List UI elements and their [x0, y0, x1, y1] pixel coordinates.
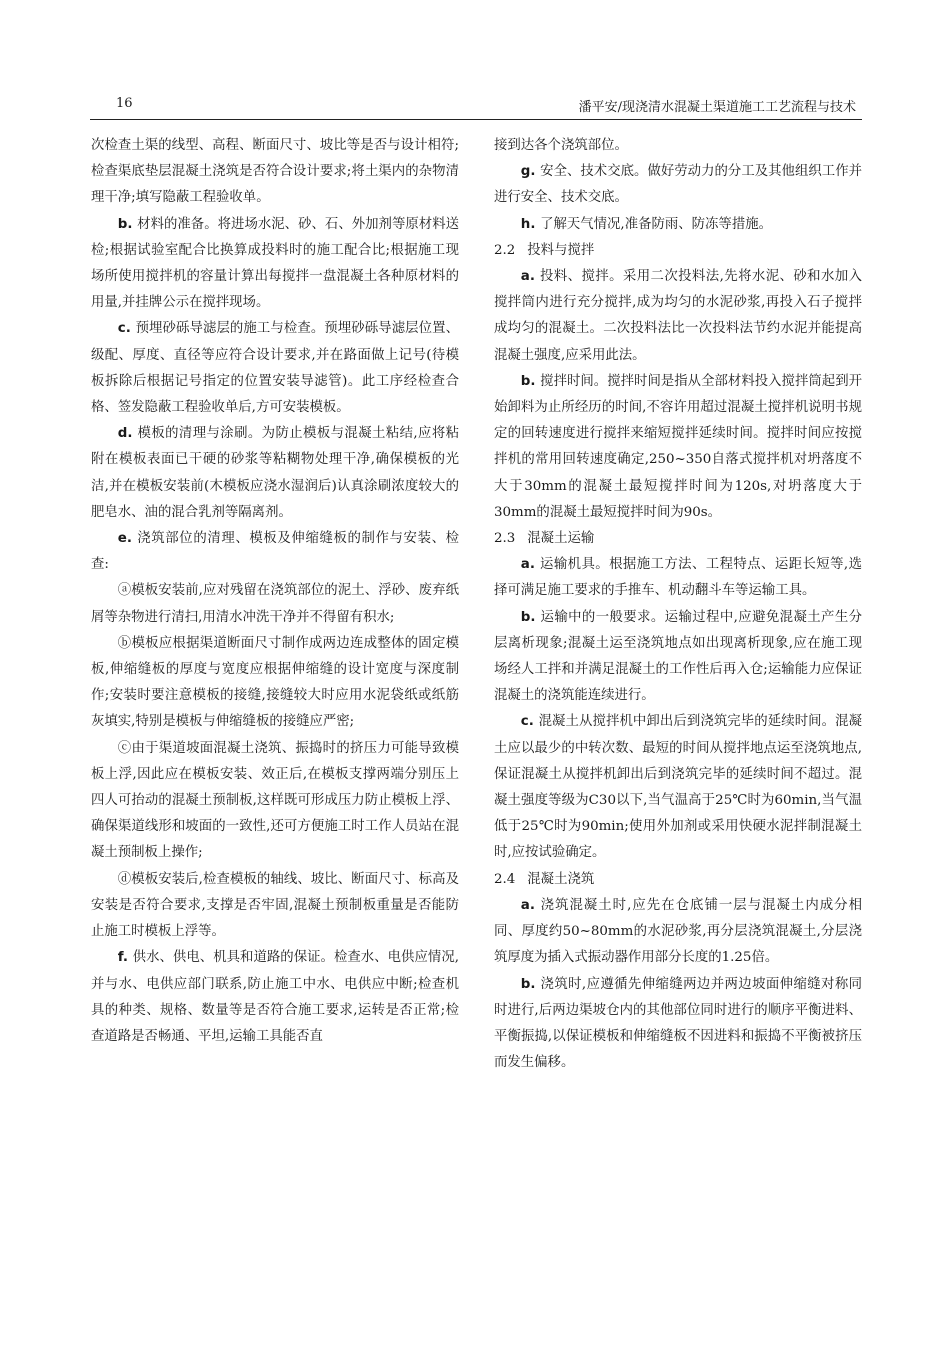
item-label: a. — [520, 557, 541, 573]
item-label: b. — [520, 976, 541, 992]
section-number: 2.4 — [494, 871, 516, 887]
paragraph — [91, 867, 459, 946]
item-label: c. — [520, 714, 539, 730]
section-heading — [494, 526, 862, 552]
paragraph-text: ⓐ模板安装前,应对残留在浇筑部位的泥土、浮砂、废弃纸屑等杂物进行清扫,用清水冲洗干净并不得留有积水; — [91, 583, 459, 625]
paragraph — [494, 264, 862, 369]
item-label: a. — [520, 897, 541, 913]
paragraph — [91, 736, 459, 867]
paragraph — [91, 212, 459, 317]
paragraph-text: 投料、搅拌。采用二次投料法,先将水泥、砂和水加入搅拌筒内进行充分搅拌,成为均匀的水泥砂浆,再投入石子搅拌成均匀的混凝土。二次投料法比一次投料法节约水泥并能提高混凝土强度,应采用此法。 — [494, 269, 862, 363]
paragraph — [494, 972, 862, 1077]
paragraph-text: 浇筑混凝土时,应先在仓底铺一层与混凝土内成分相同、厚度约50~80mm的水泥砂浆,再分层浇筑混凝土,分层浇筑厚度为插入式振动器作用部分长度的1.25倍。 — [494, 897, 862, 966]
paragraph-text: 浇筑部位的清理、模板及伸缩缝板的制作与安装、检查: — [91, 531, 459, 573]
paragraph — [91, 133, 459, 212]
paragraph-text: 预埋砂砾导滤层的施工与检查。预埋砂砾导滤层位置、级配、厚度、直径等应符合设计要求,并在路面做上记号(待模板拆除后根据记号指定的位置安装导滤管)。此工序经检查合格、签发隐蔽工程验收单后,方可安装模板。 — [91, 321, 460, 416]
section-title: 混凝土浇筑 — [527, 871, 595, 887]
paragraph — [91, 526, 459, 578]
paragraph-text: 搅拌时间。搅拌时间是指从全部材料投入搅拌筒起到开始卸料为止所经历的时间,不容许用超过混凝土搅拌机说明书规定的回转速度进行搅拌来缩短搅拌延续时间。搅拌时间应按搅拌机的常用回转速度确定,250~350自落式搅拌机对坍落度不大于30mm的混凝土最短搅拌时间为120s,对坍落度大于30mm的混凝土最短搅拌时间为90s。 — [494, 373, 862, 520]
item-label: b. — [117, 216, 138, 232]
section-heading — [494, 867, 862, 893]
paragraph-text: 安全、技术交底。做好劳动力的分工及其他组织工作并进行安全、技术交底。 — [494, 164, 862, 206]
paragraph — [91, 316, 459, 421]
header-rule — [90, 119, 862, 120]
item-label: h. — [520, 216, 541, 232]
paragraph-text: 供水、供电、机具和道路的保证。检查水、电供应情况,并与水、电供应部门联系,防止施工中水、电供应中断;检查机具的种类、规格、数量等是否符合施工要求,运转是否正常;检查道路是否畅通、平坦,运输工具能否直 — [91, 950, 459, 1044]
paragraph — [91, 421, 459, 526]
paragraph-text: 浇筑时,应遵循先伸缩缝两边并两边坡面伸缩缝对称同时进行,后两边渠坡仓内的其他部位同时进行的顺序平衡进料、平衡振捣,以保证模板和伸缩缝板不因进料和振捣不平衡被挤压而发生偏移。 — [494, 976, 862, 1071]
item-label: f. — [117, 950, 133, 966]
paragraph — [494, 709, 862, 866]
paragraph — [494, 893, 862, 972]
paragraph — [494, 369, 862, 526]
paragraph — [91, 631, 459, 736]
section-number: 2.2 — [494, 242, 516, 258]
paragraph — [494, 212, 862, 238]
paragraph — [494, 605, 862, 710]
paragraph-text: ⓑ模板应根据渠道断面尺寸制作成两边连成整体的固定模板,伸缩缝板的厚度与宽度应根据伸缩缝的设计宽度与深度制作;安装时要注意模板的接缝,接缝较大时应用水泥袋纸或纸筋灰填实,特别是模板与伸缩缝板的接缝应严密; — [91, 635, 459, 730]
paragraph-text: 模板的清理与涂刷。为防止模板与混凝土粘结,应将粘附在模板表面已干硬的砂浆等粘糊物处理干净,确保模板的光洁,并在模板安装前(木模板应浇水湿润后)认真涂刷浓度较大的肥皂水、油的混合乳剂等隔离剂。 — [91, 426, 459, 520]
item-label: e. — [117, 531, 138, 547]
item-label: a. — [520, 269, 541, 285]
paragraph — [494, 133, 862, 159]
paragraph — [91, 578, 459, 630]
paragraph-text: ⓒ由于渠道坡面混凝土浇筑、振捣时的挤压力可能导致模板上浮,因此应在模板安装、效正后,在模板支撑两端分别压上四人可抬动的混凝土预制板,这样既可形成压力防止模板上浮、确保渠道线形和坡面的一致性,还可方便施工时工作人员站在混凝土预制板上操作; — [91, 740, 459, 861]
paragraph-text: 运输机具。根据施工方法、工程特点、运距长短等,选择可满足施工要求的手推车、机动翻斗车等运输工具。 — [494, 557, 862, 599]
section-heading — [494, 238, 862, 264]
section-title: 混凝土运输 — [527, 531, 595, 547]
section-number: 2.3 — [494, 531, 516, 547]
left-column — [91, 133, 459, 1050]
item-label: g. — [520, 164, 541, 180]
right-column — [494, 133, 862, 1076]
page-number: 16 — [116, 96, 133, 111]
paragraph-text: ⓓ模板安装后,检查模板的轴线、坡比、断面尺寸、标高及安装是否符合要求,支撑是否牢固,混凝土预制板重量是否能防止施工时模板上浮等。 — [91, 871, 459, 940]
item-label: d. — [117, 426, 138, 442]
paragraph — [494, 552, 862, 604]
paragraph — [91, 945, 459, 1050]
paragraph-text: 了解天气情况,准备防雨、防冻等措施。 — [540, 216, 772, 232]
section-title: 投料与搅拌 — [527, 242, 595, 258]
item-label: b. — [520, 609, 541, 625]
paragraph-text: 混凝土从搅拌机中卸出后到浇筑完毕的延续时间。混凝土应以最少的中转次数、最短的时间从搅拌地点运至浇筑地点,保证混凝土从搅拌机卸出后到浇筑完毕的延续时间不超过。混凝土强度等级为C30以下,当气温高于25℃时为60min,当气温低于25℃时为90min;使用外加剂或采用快硬水泥拌制混凝土时,应按试验确定。 — [494, 714, 863, 861]
running-title: 潘平安/现浇清水混凝土渠道施工工艺流程与技术 — [578, 100, 856, 115]
paragraph-text: 材料的准备。将进场水泥、砂、石、外加剂等原材料送检;根据试验室配合比换算成投料时的施工配合比;根据施工现场所使用搅拌机的容量计算出每搅拌一盘混凝土各种原材料的用量,并挂牌公示在搅拌现场。 — [91, 216, 459, 311]
paragraph-text: 运输中的一般要求。运输过程中,应避免混凝土产生分层离析现象;混凝土运至浇筑地点如出现离析现象,应在施工现场经人工拌和并满足混凝土的工作性后再入仓;运输能力应保证混凝土的浇筑能连续进行。 — [494, 609, 862, 704]
page-header — [90, 96, 860, 118]
paragraph-text: 接到达各个浇筑部位。 — [494, 138, 628, 153]
item-label: c. — [117, 321, 136, 337]
paragraph — [494, 159, 862, 211]
paragraph-text: 次检查土渠的线型、高程、断面尺寸、坡比等是否与设计相符;检查渠底垫层混凝土浇筑是否符合设计要求;将土渠内的杂物清理干净;填写隐蔽工程验收单。 — [91, 138, 459, 206]
item-label: b. — [520, 373, 541, 389]
